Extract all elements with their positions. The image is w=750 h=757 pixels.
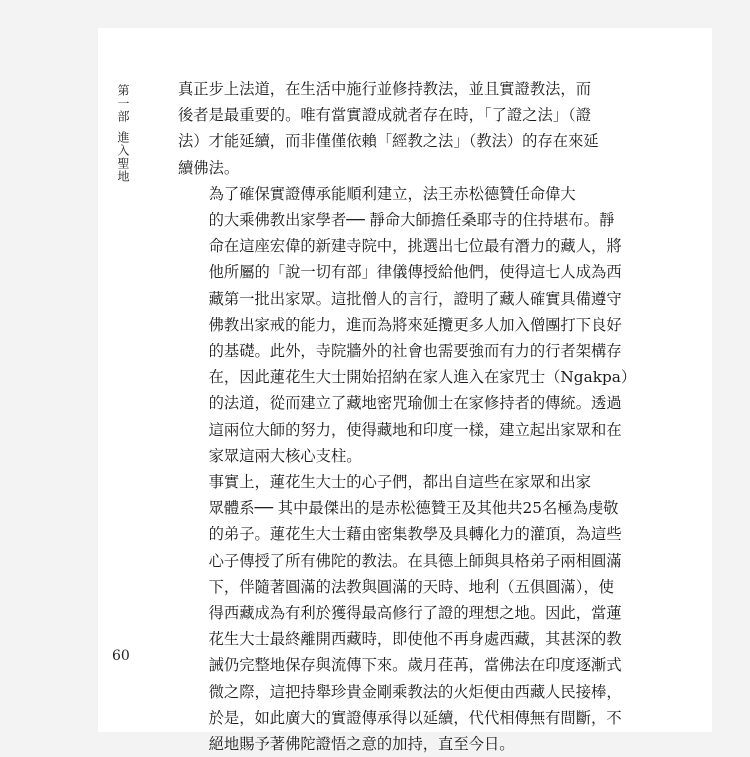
text-line: 花生大士最終離開西藏時，即使他不再身處西藏，其甚深的教 (208, 630, 622, 649)
text-line: 他所屬的「說一切有部」律儀傳授給他們，使得這七人成為西 (208, 263, 622, 282)
running-head (116, 84, 130, 183)
text-line: 藏第一批出家眾。這批僧人的言行，證明了藏人確實具備遵守 (208, 289, 622, 308)
text-line: 真正步上法道，在生活中施行並修持教法，並且實證教法，而 (178, 80, 592, 98)
text-line: 的法道，從而建立了藏地密咒瑜伽士在家修持者的傳統。透過 (208, 394, 622, 413)
text-line: 事實上，蓮花生大士的心子們，都出自這些在家眾和出家 (208, 473, 592, 492)
page-number: 60 (112, 648, 130, 664)
text-line: 這兩位大師的努力，使得藏地和印度一樣，建立起出家眾和在 (208, 420, 622, 439)
paragraph (178, 181, 637, 469)
text-line: 得西藏成為有利於獲得最高修行了證的理想之地。因此，當蓮 (208, 604, 622, 623)
paragraph (178, 76, 599, 181)
text-line: 後者是最重要的。唯有當實證成就者存在時，「了證之法」（證 (178, 106, 592, 125)
text-line: 的弟子。蓮花生大士藉由密集教學及具轉化力的灌頂，為這些 (208, 525, 622, 544)
text-line: 微之際，這把持舉珍貴金剛乘教法的火炬便由西藏人民接棒， (208, 682, 622, 701)
paragraph (178, 469, 622, 757)
text-line: 在，因此蓮花生大士開始招納在家人進入在家咒士（Ngakpa） (208, 368, 637, 387)
text-line: 法）才能延續，而非僅僅依賴「經教之法」（教法）的存在來延 (178, 132, 599, 151)
text-line: 眾體系── 其中最傑出的是赤松德贊王及其他共25名極為虔敬 (208, 499, 619, 518)
text-line: 為了確保實證傳承能順利建立，法王赤松德贊任命偉大 (208, 184, 576, 203)
text-line: 絕地賜予著佛陀證悟之意的加持，直至今日。 (208, 735, 515, 754)
text-line: 誡仍完整地保存與流傳下來。歲月荏苒，當佛法在印度逐漸式 (208, 656, 622, 675)
text-line: 命在這座宏偉的新建寺院中，挑選出七位最有潛力的藏人，將 (208, 237, 622, 256)
text-line: 續佛法。 (178, 158, 240, 177)
body-text (178, 76, 637, 757)
text-line: 的大乘佛教出家學者── 靜命大師擔任桑耶寺的住持堪布。靜 (208, 211, 615, 230)
text-line: 心子傳授了所有佛陀的教法。在具德上師與具格弟子兩相圓滿 (208, 551, 622, 570)
text-line: 下，伴隨著圓滿的法教與圓滿的天時、地利（五俱圓滿），使 (208, 577, 614, 596)
text-line: 於是，如此廣大的實證傳承得以延續，代代相傳無有間斷，不 (208, 708, 622, 727)
text-line: 家眾這兩大核心支柱。 (208, 446, 362, 465)
text-line: 的基礎。此外，寺院牆外的社會也需要強而有力的行者架構存 (208, 342, 622, 361)
running-head-part: 第一部 (116, 84, 130, 123)
text-line: 佛教出家戒的能力，進而為將來延攬更多人加入僧團打下良好 (208, 315, 622, 334)
running-head-title: 進入聖地 (116, 131, 130, 183)
